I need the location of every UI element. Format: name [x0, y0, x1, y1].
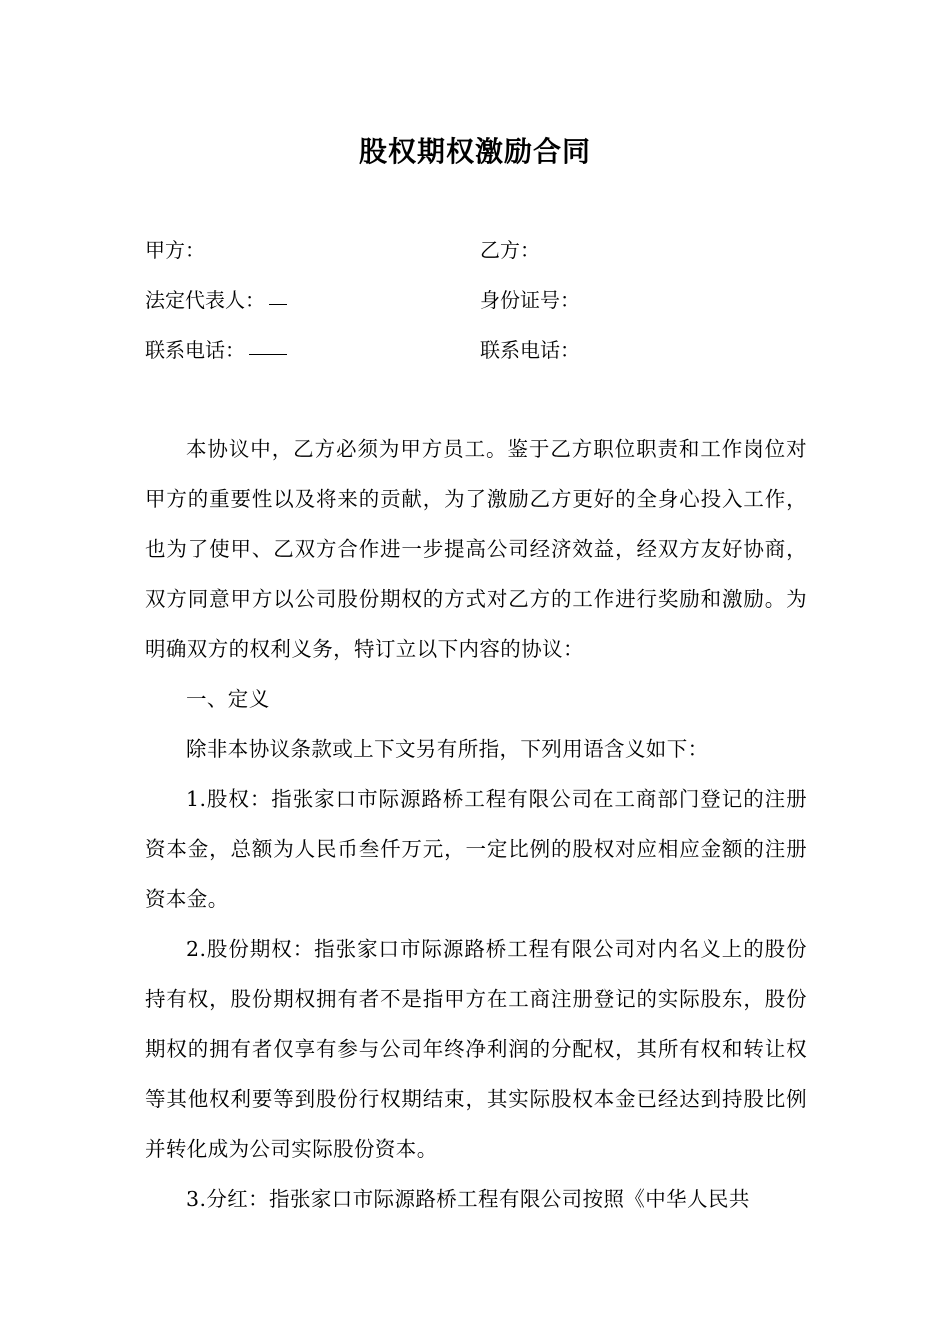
document-title: 股权期权激励合同	[358, 135, 591, 168]
section-heading-definitions: 一、定义	[186, 687, 270, 711]
legal-rep-field	[145, 280, 287, 320]
intro-paragraph: 本协议中，乙方必须为甲方员工。鉴于乙方职位职责和工作岗位对甲方的重要性以及将来的贡献，为了激励乙方更好的全身心投入工作，也为了使甲、乙双方合作进一步提高公司经济效益，经双方友好协商，双方同意甲方以公司股份期权的方式对乙方的工作进行奖励和激励。为明确双方的权利义务，特订立以下内容的协议：	[145, 437, 807, 661]
party-b-phone-label: 联系电话：	[480, 338, 580, 362]
parties-block	[145, 230, 805, 380]
legal-rep-label: 法定代表人：	[145, 288, 265, 312]
definition-share-option-paragraph: 2.股份期权：指张家口市际源路桥工程有限公司对内名义上的股份持有权，股份期权拥有者不是指甲方在工商注册登记的实际股东，股份期权的拥有者仅享有参与公司年终净利润的分配权，其所有权和转让权等其他权利要等到股份行权期结束，其实际股权本金已经达到持股比例并转化成为公司实际股份资本。	[145, 937, 807, 1161]
party-a-phone-label: 联系电话：	[145, 338, 245, 362]
contract-body	[145, 424, 807, 1224]
party-row-phones	[145, 330, 805, 380]
party-a-label: 甲方：	[145, 238, 205, 262]
party-b-label: 乙方：	[480, 238, 540, 262]
legal-rep-blank-line	[269, 286, 287, 305]
party-a-phone-blank-line	[249, 336, 287, 355]
party-a-phone-field	[145, 330, 287, 370]
party-row-rep-id	[145, 280, 805, 330]
definition-equity-paragraph: 1.股权：指张家口市际源路桥工程有限公司在工商部门登记的注册资本金，总额为人民币叁仟万元，一定比例的股权对应相应金额的注册资本金。	[145, 787, 807, 911]
id-number-label: 身份证号：	[480, 288, 580, 312]
definition-dividend-paragraph: 3.分红：指张家口市际源路桥工程有限公司按照《中华人民共	[186, 1187, 750, 1211]
party-row-names	[145, 230, 805, 280]
definitions-lead-paragraph: 除非本协议条款或上下文另有所指，下列用语含义如下：	[186, 737, 709, 761]
